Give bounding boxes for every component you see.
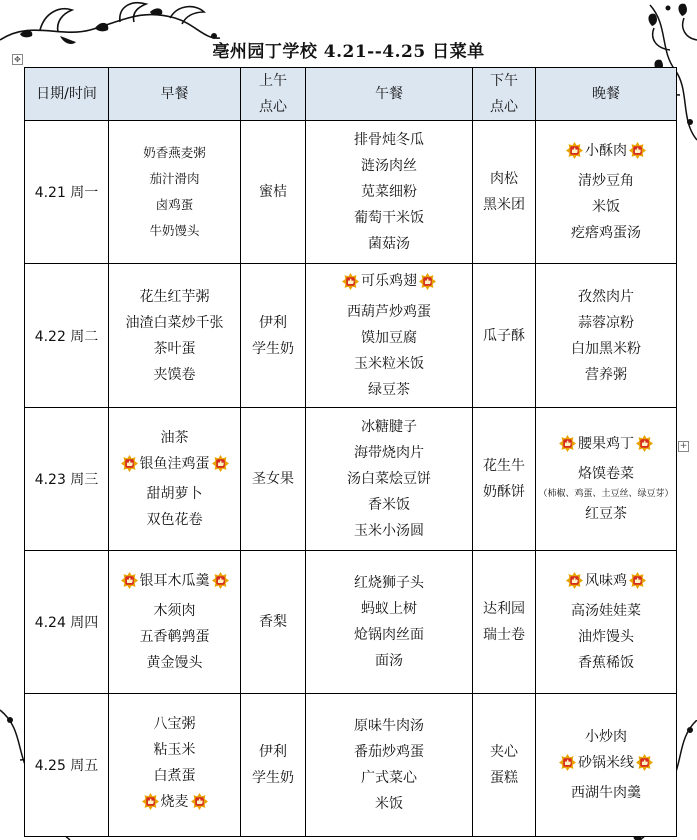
header-afternoon-snack: 下午 点心 [473,68,536,121]
like-stamp-icon [121,572,138,589]
lunch-cell [306,408,473,551]
dish: 西葫芦炒鸡蛋 [347,303,431,320]
morning-snack-cell: 伊利 学生奶 [241,694,306,837]
header-breakfast: 早餐 [109,68,241,121]
dish: 香米饭 [368,497,410,513]
header-morning-snack: 上午 点心 [241,68,306,121]
dish: 炝锅肉丝面 [354,627,424,643]
like-stamp-icon [191,793,208,810]
dish: 营养粥 [585,366,627,383]
header-dinner: 晚餐 [536,68,677,121]
dish: 白加黑米粉 [571,340,641,357]
dish: 苋菜细粉 [361,184,417,200]
like-stamp-icon [142,793,159,810]
dish-note: （柿椒、鸡蛋、土豆丝、绿豆芽） [538,489,674,500]
dish: 花生红芋粥 [139,288,210,305]
morning-snack-cell: 圣女果 [241,408,306,551]
dish: 小炒肉 [585,728,627,745]
like-stamp-icon [636,435,653,452]
like-stamp-icon [559,754,576,771]
like-stamp-icon [419,273,436,290]
dish-highlight: 风味鸡 [585,572,627,589]
dish: 甜胡萝卜 [146,486,203,503]
table-move-handle-icon[interactable]: ✥ [12,54,23,65]
dish: 粘玉米 [153,741,196,758]
dish: 五香鹌鹑蛋 [139,629,210,646]
dinner-cell [536,264,677,408]
like-stamp-icon [566,142,583,159]
dish-highlight: 可乐鸡翅 [361,273,417,290]
lunch-cell [306,264,473,408]
breakfast-cell [109,408,241,551]
dish: 茄汁滑肉 [149,171,200,186]
dish: 高汤娃娃菜 [571,603,641,620]
like-stamp-icon [212,455,229,472]
dish-highlight: 烧麦 [160,793,189,810]
dish: 葡萄干米饭 [354,210,424,226]
dish: 排骨炖冬瓜 [354,132,424,148]
dish: 馍加豆腐 [361,329,417,346]
dish: 西湖牛肉羹 [571,785,641,802]
dish: 清炒豆角 [578,173,634,190]
date-cell: 4.24 周四 [25,551,109,694]
like-stamp-icon [212,572,229,589]
dinner-cell [536,551,677,694]
dish: 玉米小汤圆 [354,523,424,539]
dish: 卤鸡蛋 [155,197,194,212]
dish: 牛奶馒头 [149,223,200,238]
dish: 茶叶蛋 [153,340,196,357]
date-cell: 4.22 周二 [25,264,109,408]
dinner-cell [536,694,677,837]
header-date: 日期/时间 [25,68,109,121]
like-stamp-icon [636,754,653,771]
dish: 木须肉 [153,603,196,620]
dish: 油茶 [160,429,189,446]
morning-snack-cell: 伊利 学生奶 [241,264,306,408]
dish: 原味牛肉汤 [354,718,424,734]
like-stamp-icon [121,455,138,472]
dish: 涟汤肉丝 [361,158,417,174]
table-row [25,694,677,837]
afternoon-snack-cell: 夹心 蛋糕 [473,694,536,837]
date-cell: 4.21 周一 [25,121,109,264]
dish: 双色花卷 [146,512,203,529]
date-cell: 4.23 周三 [25,408,109,551]
dish: 番茄炒鸡蛋 [354,744,424,760]
dish: 冰糖腱子 [361,419,417,435]
breakfast-cell [109,264,241,408]
dish: 奶香燕麦粥 [143,145,206,160]
dish-highlight: 银耳木瓜羹 [139,572,210,589]
dish: 玉米粒米饭 [354,355,424,372]
dish: 蚂蚁上树 [361,601,417,617]
dish: 绿豆茶 [368,381,410,398]
dish: 红烧狮子头 [354,575,424,591]
breakfast-cell [109,551,241,694]
like-stamp-icon [629,142,646,159]
header-lunch: 午餐 [306,68,473,121]
dish: 油渣白菜炒千张 [125,314,224,331]
like-stamp-icon [629,572,646,589]
header-row [25,68,677,121]
afternoon-snack-cell: 瓜子酥 [473,264,536,408]
dinner-cell [536,121,677,264]
afternoon-snack-cell: 花生牛 奶酥饼 [473,408,536,551]
dish: 汤白菜烩豆饼 [347,471,431,487]
dish: 油炸馒头 [578,629,634,646]
dish: 烙馍卷菜 [578,466,634,483]
dish: 夹馍卷 [153,366,196,383]
lunch-cell [306,694,473,837]
dish: 孜然肉片 [578,288,634,305]
table-row [25,121,677,264]
afternoon-snack-cell: 肉松 黑米团 [473,121,536,264]
dish: 红豆茶 [585,506,627,523]
dish: 香蕉稀饭 [578,655,634,672]
dish: 八宝粥 [153,715,196,732]
menu-table [24,67,677,837]
dish: 米饭 [375,796,403,812]
breakfast-cell [109,694,241,837]
dish: 米饭 [592,199,620,216]
dish: 面汤 [375,653,403,669]
dish-highlight: 砂锅米线 [578,754,634,771]
like-stamp-icon [559,435,576,452]
like-stamp-icon [342,273,359,290]
dish: 白煮蛋 [153,767,196,784]
morning-snack-cell: 蜜桔 [241,121,306,264]
dish-highlight: 腰果鸡丁 [578,435,634,452]
lunch-cell [306,121,473,264]
add-row-icon[interactable]: + [679,441,688,451]
dish: 黄金馒头 [146,655,203,672]
lunch-cell [306,551,473,694]
table-row [25,408,677,551]
dish: 广式菜心 [361,770,417,786]
morning-snack-cell: 香梨 [241,551,306,694]
like-stamp-icon [566,572,583,589]
page-title: 亳州园丁学校 4.21--4.25 日菜单 [212,42,485,62]
table-row [25,264,677,408]
dish: 海带烧肉片 [354,445,424,461]
table-row [25,551,677,694]
dish: 疙瘩鸡蛋汤 [571,225,641,242]
dish-highlight: 银鱼洼鸡蛋 [139,455,210,472]
dish-highlight: 小酥肉 [585,142,627,159]
dish: 蒜蓉凉粉 [578,314,634,331]
breakfast-cell [109,121,241,264]
date-cell: 4.25 周五 [25,694,109,837]
dish: 菌菇汤 [368,236,410,252]
dinner-cell [536,408,677,551]
afternoon-snack-cell: 达利园 瑞士卷 [473,551,536,694]
